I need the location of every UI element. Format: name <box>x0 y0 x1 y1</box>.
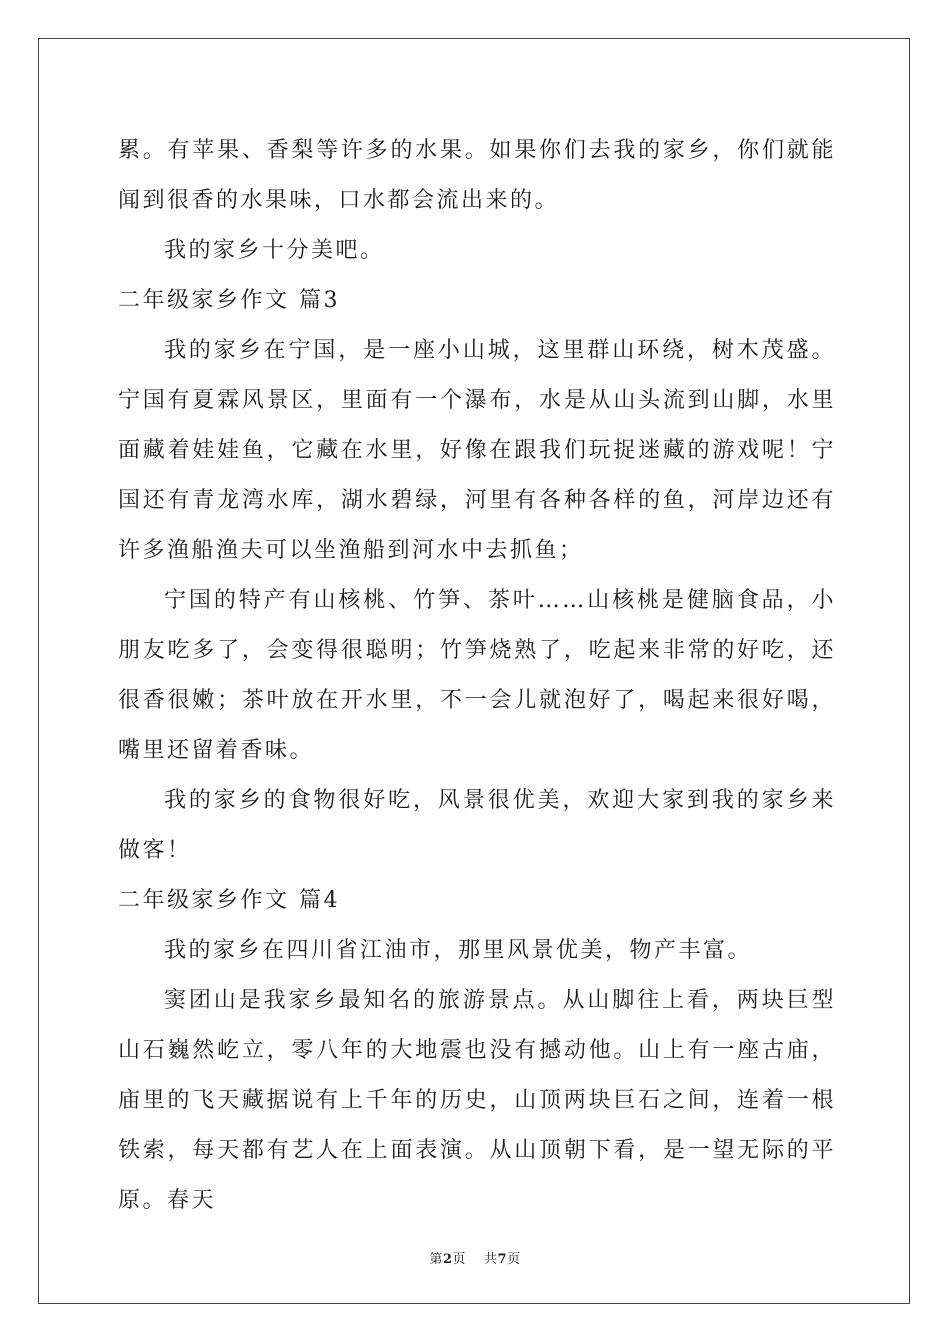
total-label-suffix: 页 <box>507 1252 521 1267</box>
page-label-prefix: 第 <box>429 1252 443 1267</box>
total-label-prefix: 共 <box>484 1252 498 1267</box>
paragraph: 窦团山是我家乡最知名的旅游景点。从山脚往上看，两块巨型山石巍然屹立，零八年的大地震也没有撼动他。山上有一座古庙，庙里的飞天藏据说有上千年的历史，山顶两块巨石之间，连着一根铁索，每天都有艺人在上面表演。从山顶朝下看，是一望无际的平原。春天 <box>118 988 836 1213</box>
page-label-suffix: 页 <box>452 1252 466 1267</box>
paragraph: 我的家乡的食物很好吃，风景很优美，欢迎大家到我的家乡来做客！ <box>118 788 836 863</box>
paragraph: 我的家乡在宁国，是一座小山城，这里群山环绕，树木茂盛。宁国有夏霖风景区，里面有一个瀑布，水是从山头流到山脚，水里面藏着娃娃鱼，它藏在水里，好像在跟我们玩捉迷藏的游戏呢！宁国还有青龙湾水库，湖水碧绿，河里有各种各样的鱼，河岸边还有许多渔船渔夫可以坐渔船到河水中去抓鱼； <box>118 338 836 563</box>
paragraph: 宁国的特产有山核桃、竹笋、茶叶……山核桃是健脑食品，小朋友吃多了，会变得很聪明；竹笋烧熟了，吃起来非常的好吃，还很香很嫩；茶叶放在开水里，不一会儿就泡好了，喝起来很好喝，嘴里还留着香味。 <box>118 588 836 763</box>
page-footer <box>0 1248 950 1267</box>
total-page-count: 7 <box>497 1252 508 1267</box>
section-heading-4: 二年级家乡作文 篇4 <box>118 888 340 913</box>
document-body <box>118 126 836 1226</box>
paragraph-continued: 累。有苹果、香梨等许多的水果。如果你们去我的家乡，你们就能闻到很香的水果味，口水都会流出来的。 <box>118 138 836 213</box>
section-heading-3: 二年级家乡作文 篇3 <box>118 288 340 313</box>
paragraph: 我的家乡在四川省江油市，那里风景优美，物产丰富。 <box>164 938 753 963</box>
paragraph: 我的家乡十分美吧。 <box>164 238 385 263</box>
current-page-number: 2 <box>442 1252 453 1267</box>
